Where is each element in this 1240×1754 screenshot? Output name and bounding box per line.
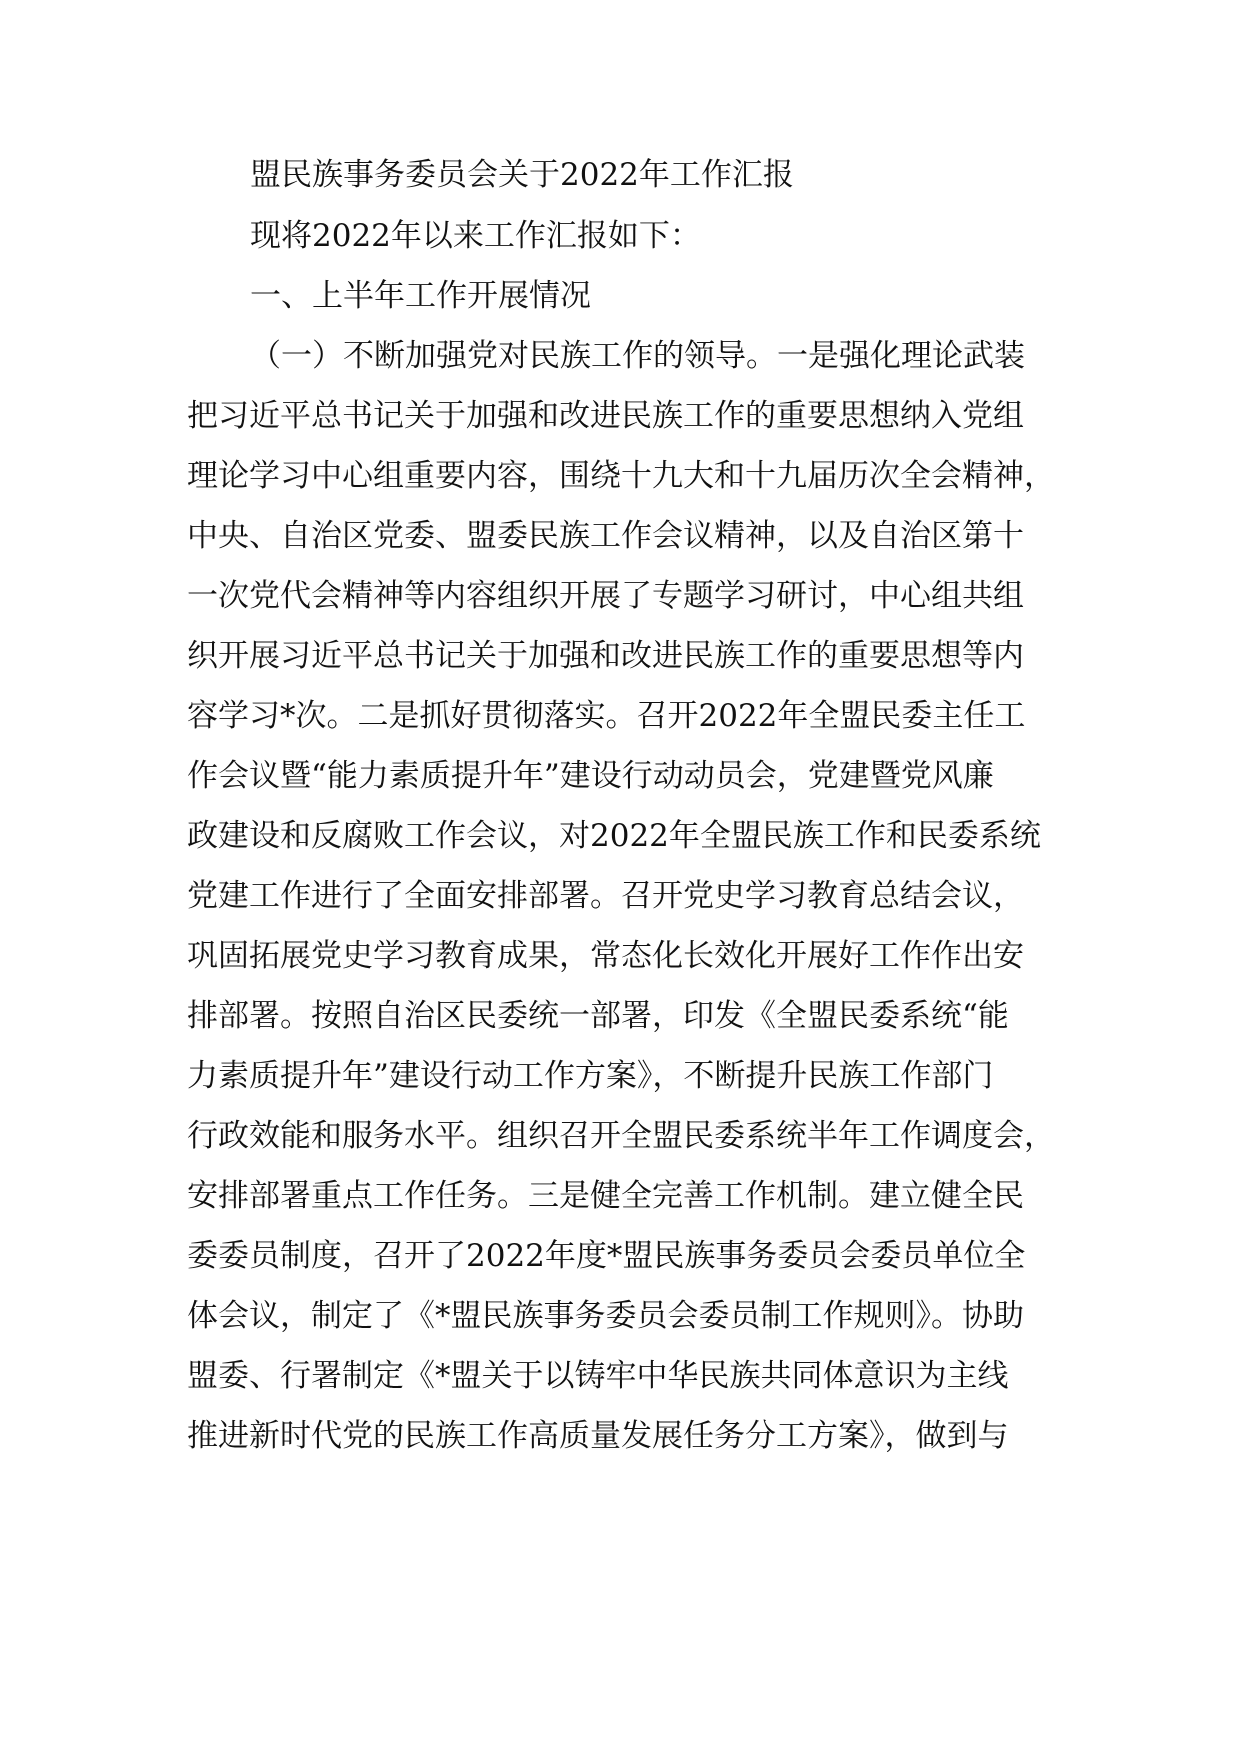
body-line: 理论学习中心组重要内容，围绕十九大和十九届历次全会精神，	[187, 458, 1055, 494]
body-line: 安排部署重点工作任务。三是健全完善工作机制。建立健全民	[187, 1178, 1024, 1214]
body-line: 党建工作进行了全面安排部署。召开党史学习教育总结会议，	[187, 878, 1024, 914]
body-line: 巩固拓展党史学习教育成果，常态化长效化开展好工作作出安	[187, 938, 1024, 974]
body-line: 盟委、行署制定《*盟关于以铸牢中华民族共同体意识为主线	[187, 1358, 1009, 1394]
body-line: 中央、自治区党委、盟委民族工作会议精神，以及自治区第十	[187, 518, 1024, 554]
body-line: 织开展习近平总书记关于加强和改进民族工作的重要思想等内	[187, 638, 1024, 674]
body-line: 排部署。按照自治区民委统一部署，印发《全盟民委系统“能	[187, 998, 1009, 1034]
intro-paragraph: 现将2022年以来工作汇报如下：	[250, 218, 701, 254]
document-title: 盟民族事务委员会关于2022年工作汇报	[250, 157, 794, 193]
body-line: 力素质提升年”建设行动工作方案》，不断提升民族工作部门	[187, 1058, 994, 1094]
body-line: 作会议暨“能力素质提升年”建设行动动员会，党建暨党风廉	[187, 758, 994, 794]
body-line: 把习近平总书记关于加强和改进民族工作的重要思想纳入党组	[187, 398, 1024, 434]
body-line: 一次党代会精神等内容组织开展了专题学习研讨，中心组共组	[187, 578, 1024, 614]
body-line: 容学习*次。二是抓好贯彻落实。召开2022年全盟民委主任工	[187, 698, 1026, 734]
body-line: 政建设和反腐败工作会议，对2022年全盟民族工作和民委系统	[187, 818, 1041, 854]
body-line: （一）不断加强党对民族工作的领导。一是强化理论武装	[250, 338, 1025, 374]
body-line: 行政效能和服务水平。组织召开全盟民委系统半年工作调度会，	[187, 1118, 1055, 1154]
body-line: 体会议，制定了《*盟民族事务委员会委员制工作规则》。协助	[187, 1298, 1024, 1334]
section-heading: 一、上半年工作开展情况	[250, 278, 591, 314]
body-line: 推进新时代党的民族工作高质量发展任务分工方案》，做到与	[187, 1418, 1009, 1454]
body-line: 委委员制度，召开了2022年度*盟民族事务委员会委员单位全	[187, 1238, 1026, 1274]
